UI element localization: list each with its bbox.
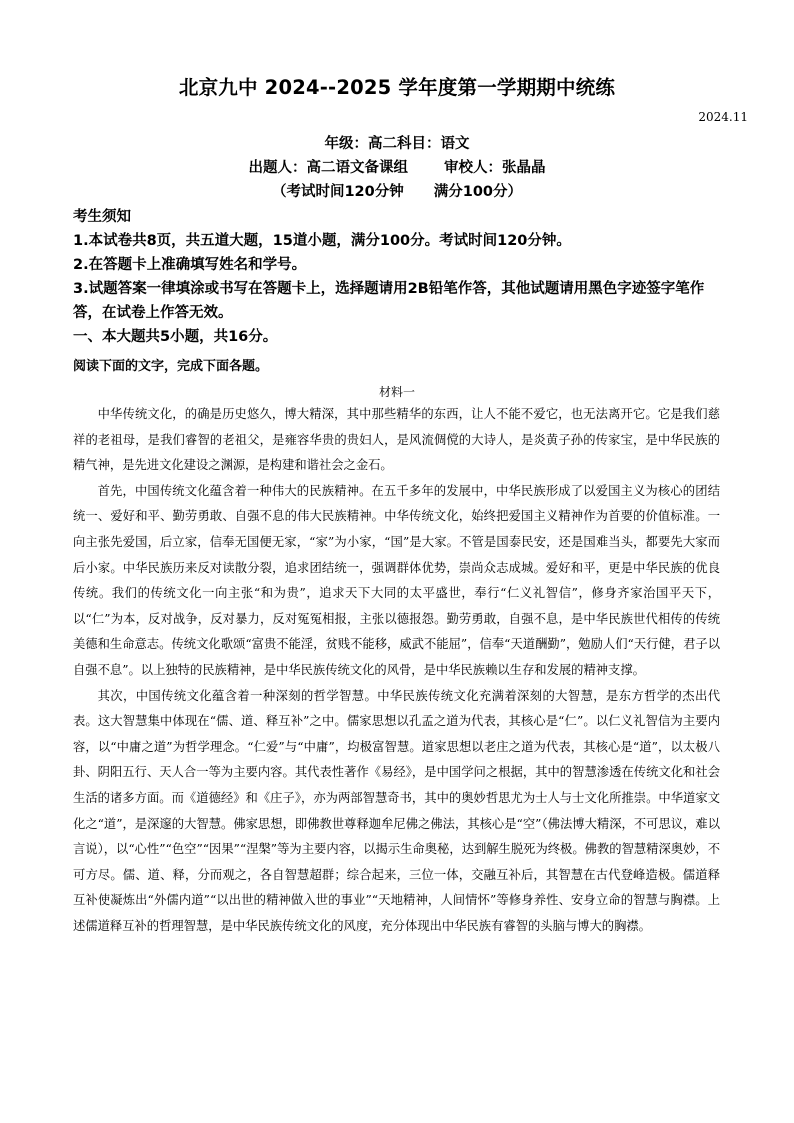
paragraph: 中华传统文化，的确是历史悠久，博大精深，其中那些精华的东西，让人不能不爱它，也无法离开它。它是我们慈祥的老祖母，是我们睿智的老祖父，是雍容华贵的贵妇人，是风流倜傥的大诗人，是炎黄子孙的传家宝，是中华民族的精气神，是先进文化建设之渊源，是构建和谐社会之金石。 <box>73 407 720 473</box>
notice-item: 1.本试卷共8页，共五道大题，15道小题，满分100分。考试时间120分钟。 <box>73 233 571 249</box>
exam-time: （考试时间120分钟 <box>271 184 404 200</box>
reviewer: 审校人：张晶晶 <box>444 160 546 176</box>
grade-subject: 年级：高二科目：语文 <box>324 136 470 152</box>
material-title: 材料一 <box>378 385 415 399</box>
notice-heading: 考生须知 <box>73 209 131 225</box>
author: 出题人：高二语文备课组 <box>248 160 408 176</box>
notice-item: 2.在答题卡上准确填写姓名和学号。 <box>73 257 307 273</box>
paragraph: 首先，中国传统文化蕴含着一种伟大的民族精神。在五千多年的发展中，中华民族形成了以爱国主义为核心的团结统一、爱好和平、勤劳勇敢、自强不息的伟大民族精神。中华传统文化，始终把爱国主义精神作为首要的价值标准。一向主张先爱国，后立家，信奉无国便无家，“家”为小家，“国”是大家。不管是国泰民安，还是国难当头，都要先大家而后小家。中华民族历来反对读散分裂，追求团结统一，强调群体优势，崇尚众志成城。爱好和平，更是中华民族的优良传统。我们的传统文化一向主张“和为贵”，追求天下大同的太平盛世，奉行“仁义礼智信”，修身齐家治国平天下，以“仁”为本，反对战争，反对暴力，反对冤冤相报，主张以德报怨。勤劳勇敢，自强不息，是中华民族世代相传的传统美德和生命意志。传统文化歌颂“富贵不能淫，贫贱不能移，威武不能屈”，信奉“天道酬勤”，勉励人们“天行健，君子以自强不息”。以上独特的民族精神，是中华民族传统文化的风骨，是中华民族赖以生存和发展的精神支撑。 <box>73 483 720 677</box>
exam-score: 满分100分） <box>433 184 523 200</box>
section-heading: 一、本大题共5小题，共16分。 <box>73 329 278 345</box>
notice-item: 3.试题答案一律填涂或书写在答题卡上，选择题请用2B铅笔作答，其他试题请用黑色字迹签字笔作答，在试卷上作答无效。 <box>73 281 705 321</box>
reading-instruction: 阅读下面的文字，完成下面各题。 <box>73 359 269 374</box>
time-score-line <box>0 180 794 201</box>
exam-title: 北京九中 2024--2025 学年度第一学期期中统练 <box>178 76 616 99</box>
exam-notice <box>73 205 723 349</box>
material-body <box>73 402 720 939</box>
author-line <box>0 156 794 177</box>
paragraph: 其次，中国传统文化蕴含着一种深刻的哲学智慧。中华民族传统文化充满着深刻的大智慧，是东方哲学的杰出代表。这大智慧集中体现在“儒、道、释互补”之中。儒家思想以孔孟之道为代表，其核心是“仁”。以仁义礼智信为主要内容，以“中庸之道”为哲学理念。“仁爱”与“中庸”，均极富智慧。道家思想以老庄之道为代表，其核心是“道”，以太极八卦、阴阳五行、天人合一等为主要内容。其代表性著作《易经》，是中国学问之根据，其中的智慧渗透在传统文化和社会生活的诸多方面。而《道德经》和《庄子》，亦为两部智慧奇书，其中的奥妙哲思尤为士人与士文化所推崇。中华道家文化之“道”，是深邃的大智慧。佛家思想，即佛教世尊释迦牟尼佛之佛法，其核心是“空”（佛法博大精深，不可思议，难以言说），以“心性”“色空”“因果”“涅槃”等为主要内容，以揭示生命奥秘，达到解生脱死为终极。佛教的智慧精深奥妙，不可方尽。儒、道、释，分而观之，各自智慧超群；综合起来，三位一体，交融互补后，其智慧在古代登峰造极。儒道释互补使凝炼出“外儒内道”“以出世的精神做入世的事业”“天地精神，人间情怀”等修身养性、安身立命的智慧与胸襟。上述儒道释互补的哲理智慧，是中华民族传统文化的风度，充分体现出中华民族有睿智的头脑与博大的胸襟。 <box>73 688 720 933</box>
exam-date: 2024.11 <box>698 110 748 124</box>
